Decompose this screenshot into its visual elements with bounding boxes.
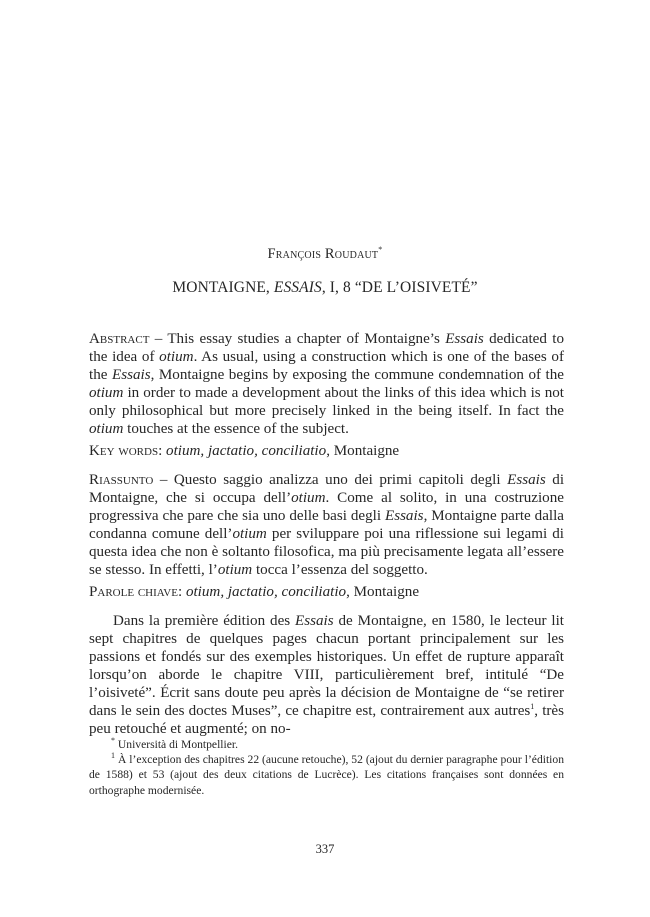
title-italic: ESSAIS — [273, 279, 322, 296]
keywords-terms: otium, jactatio, conciliatio — [166, 443, 327, 459]
parole-tail: , Montaigne — [346, 584, 420, 600]
title-part: , I, 8 “DE L’OISIVETÉ” — [321, 279, 478, 296]
riassunto-text: , Montaigne parte dalla condanna comune dell’ — [89, 508, 564, 542]
keywords-tail: , Montaigne — [326, 443, 400, 459]
abstract-italic: otium — [159, 349, 194, 365]
abstract-italic: otium — [89, 385, 124, 401]
keywords-separator: : — [158, 443, 167, 459]
page-number: 337 — [315, 842, 335, 856]
abstract-label: Abstract — [89, 331, 150, 347]
parole-label: Parole chiave — [89, 584, 178, 600]
riassunto-text: – Questo saggio analizza uno dei primi capitoli degli — [153, 472, 508, 488]
footnote-reference[interactable]: 1 — [530, 701, 535, 711]
parole-chiave-line — [89, 583, 564, 601]
body-text: Dans la première édition des — [113, 613, 296, 629]
footnote-text: Università di Montpellier. — [115, 738, 239, 751]
body-italic: Essais — [295, 613, 334, 629]
body-text: , très peu retouché et augmenté; on no- — [89, 703, 564, 737]
article-title — [0, 279, 650, 297]
parole-terms: otium, jactatio, conciliatio — [185, 584, 347, 600]
footnote-text: À l’exception des chapitres 22 (aucune retouche), 52 (ajout du dernier paragraphe pour l’édition de 1588) et 53 (ajout des deux citations de Lucrèce). Les citations françaises sont données en orthographe modernisée. — [89, 753, 564, 797]
abstract-text: touches at the essence of the subject. — [123, 421, 349, 437]
footnote-mark: 1 — [111, 751, 115, 761]
author-text: François Roudaut — [267, 246, 379, 262]
riassunto-text: tocca l’essenza del soggetto. — [252, 562, 428, 578]
keywords-line — [89, 442, 564, 460]
abstract-italic: otium — [89, 421, 124, 437]
footnote-affiliation — [89, 737, 564, 752]
footnote-mark: * — [111, 736, 115, 746]
riassunto-text: di Montaigne, che si occupa dell’ — [89, 472, 565, 506]
keywords-label: Key words — [89, 443, 159, 459]
riassunto-italic: otium — [232, 526, 267, 542]
footnote-1 — [89, 752, 564, 798]
parole-separator: : — [177, 584, 186, 600]
abstract-italic: Essais — [111, 367, 151, 383]
body-text: de Montaigne, en 1580, le lecteur lit sept chapitres de quelques pages chacun portant principalement sur les passions et fondés sur des exemples historiques. Un effet de rupture apparaît lorsqu’on aborde le chapitre VIII, particulièrement bref, intitulé “De l’oisiveté”. Écrit sans doute peu après la décision de Montaigne de “se retirer dans le sein des doctes Muses”, ce chapitre est, contrairement aux autres — [89, 613, 564, 719]
abstract-paragraph — [89, 330, 564, 438]
riassunto-italic: Essais — [507, 472, 546, 488]
riassunto-italic: otium — [291, 490, 326, 506]
abstract-text: in order to made a development about the links of this idea which is not only philosophical but more precisely linked in the being itself. In fact the — [89, 385, 564, 419]
abstract-text: . As usual, using a construction which is one of the bases of the — [89, 349, 564, 383]
abstract-italic: Essais — [445, 331, 484, 347]
abstract-text: , Montaigne begins by exposing the commune condemnation of the — [150, 367, 564, 383]
riassunto-italic: otium — [217, 562, 253, 578]
riassunto-label: Riassunto — [89, 472, 154, 488]
riassunto-text: . Come al solito, in una costruzione progressiva che pare che sia uno delle basi degli — [89, 490, 564, 524]
abstract-text: dedicated to the idea of — [89, 331, 564, 365]
author-name — [0, 246, 650, 263]
abstract-text: – This essay studies a chapter of Montaigne’s — [149, 331, 446, 347]
riassunto-italic: Essais — [384, 508, 424, 524]
title-part: MONTAIGNE, — [172, 279, 274, 296]
footnotes-section — [89, 737, 564, 798]
riassunto-text: per sviluppare poi una riflessione sui legami di questa idea che non è soltanto filosofica, ma più precisamente legata all’essere se stesso. In effetti, l’ — [89, 526, 564, 578]
body-paragraph — [89, 612, 564, 738]
author-footnote-mark: * — [378, 245, 383, 255]
riassunto-paragraph — [89, 471, 564, 579]
